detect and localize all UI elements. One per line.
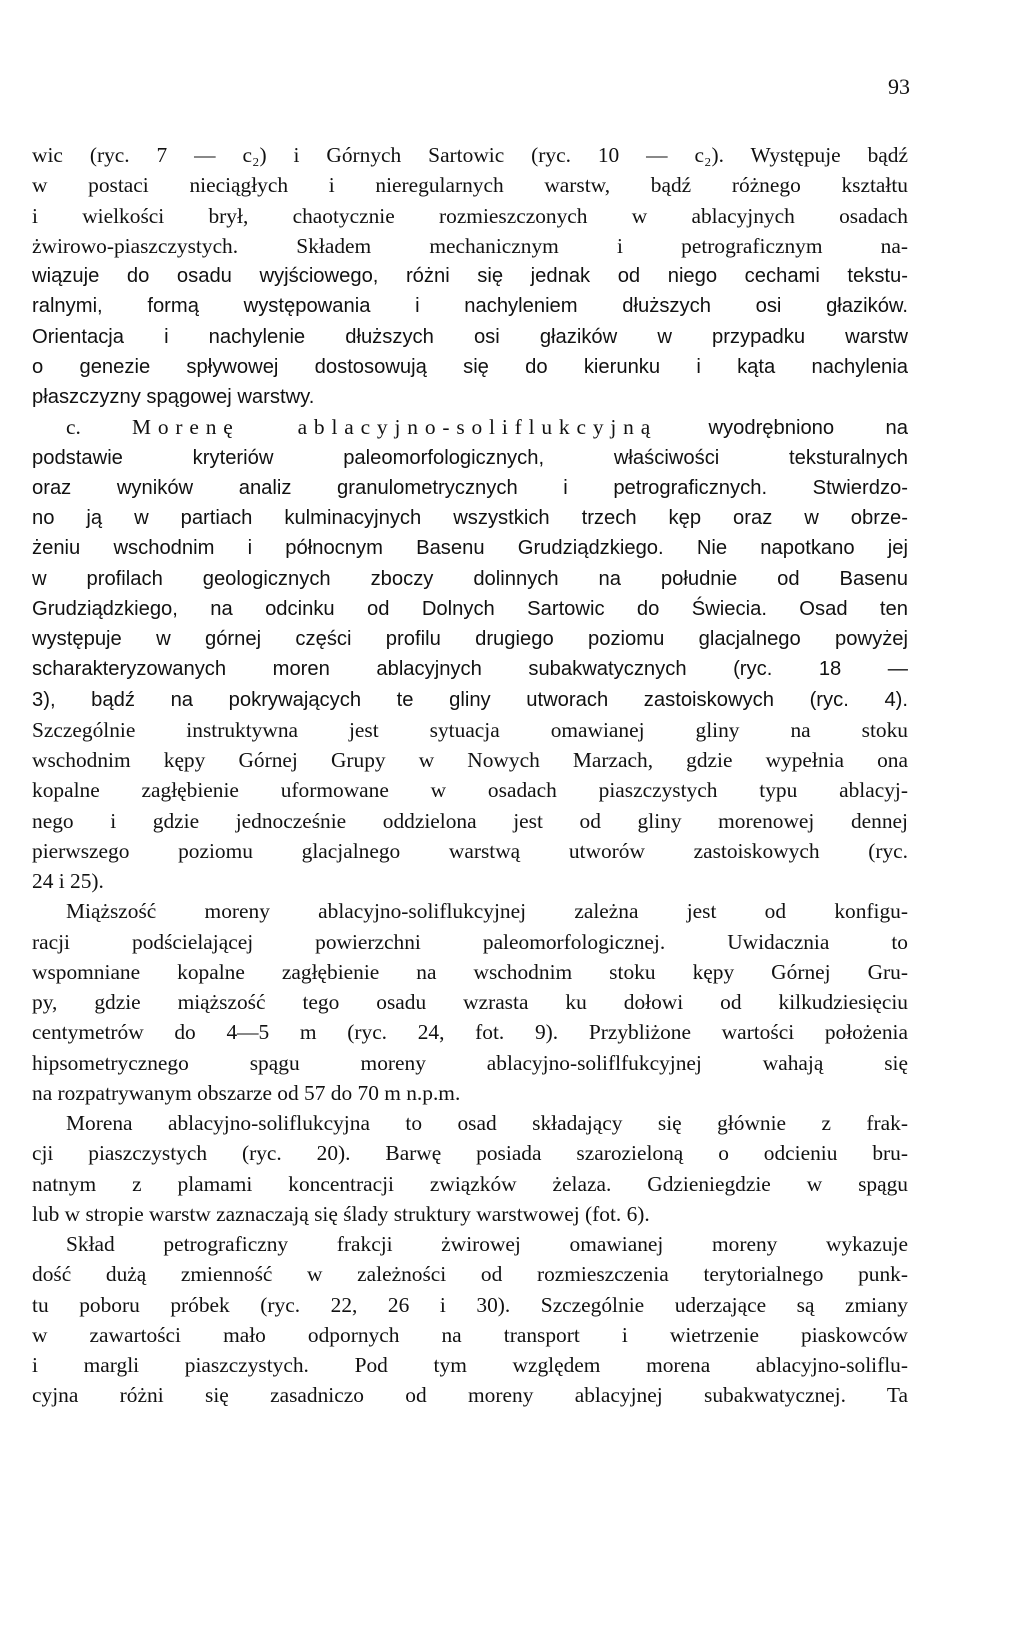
text-line: 24 i 25). (32, 869, 104, 893)
text-line: wiązuje do osadu wyjściowego, różni się jednak od niego cechami tekstu- (32, 265, 908, 287)
text-line: hipsometrycznego spągu moreny ablacyjno-soliflfukcyjnej wahają się (32, 1050, 908, 1075)
paragraph (32, 896, 908, 1108)
text-line: wspomniane kopalne zagłębienie na wschodnim stoku kępy Górnej Gru- (32, 959, 908, 984)
text-line: na rozpatrywanym obszarze od 57 do 70 m n.p.m. (32, 1080, 461, 1105)
text-line: Skład petrograficzny frakcji żwirowej omawianej moreny wykazuje (66, 1232, 908, 1256)
text-line: py, gdzie miąższość tego osadu wzrasta ku dołowi od kilkudziesięciu (32, 990, 908, 1014)
text-line (32, 412, 908, 442)
text-line: Grudziądzkiego, na odcinku od Dolnych Sartowic do Świecia. Osad ten (32, 597, 908, 620)
text-segment: c. (66, 415, 132, 440)
text-line: o genezie spływowej dostosowują się do kierunku i kąta nachylenia (32, 355, 908, 378)
text-line: centymetrów do 4—5 m (ryc. 24, fot. 9). Przybliżone wartości położenia (32, 1020, 908, 1045)
page-number: 93 (888, 74, 910, 99)
text-line: występuje w górnej części profilu drugiego poziomu glacjalnego powyżej (32, 628, 908, 650)
paragraph (32, 1229, 908, 1411)
text-line: wic (ryc. 7 — c₂) i Górnych Sartowic (ryc. 10 — c₂). Występuje bądź (32, 143, 908, 167)
text-line: 3), bądź na pokrywających te gliny utworach zastoiskowych (ryc. 4). (32, 688, 908, 711)
text-line: żeniu wschodnim i północnym Basenu Grudziądzkiego. Nie napotkano jej (32, 537, 908, 560)
text-line: Orientacja i nachylenie dłuższych osi głazików w przypadku warstw (32, 325, 908, 348)
text-line: żwirowo-piaszczystych. Składem mechanicznym i petrograficznym na- (32, 233, 908, 258)
text-line: w profilach geologicznych zboczy dolinnych na południe od Basenu (32, 567, 908, 590)
paragraph (32, 1108, 908, 1229)
text-line: tu poboru próbek (ryc. 22, 26 i 30). Szczególnie uderzające są zmiany (32, 1292, 908, 1317)
text-line: cyjna różni się zasadniczo od moreny ablacyjnej subakwatycznej. Ta (32, 1383, 908, 1408)
text-line: cji piaszczystych (ryc. 20). Barwę posiada szarozieloną o odcieniu bru- (32, 1141, 908, 1166)
text-line: Szczególnie instruktywna jest sytuacja omawianej gliny na stoku (32, 717, 908, 742)
text-line: Morena ablacyjno-soliflukcyjna to osad składający się głównie z frak- (66, 1111, 908, 1135)
text-line: Miąższość moreny ablacyjno-soliflukcyjnej zależna jest od konfigu- (66, 899, 908, 924)
text-line: nego i gdzie jednocześnie oddzielona jest od gliny morenowej dennej (32, 808, 908, 833)
text-line: i margli piaszczystych. Pod tym względem morena ablacyjno-soliflu- (32, 1353, 908, 1377)
text-line: lub w stropie warstw zaznaczają się ślady struktury warstwowej (fot. 6). (32, 1201, 650, 1226)
text-line: i wielkości brył, chaotycznie rozmieszczonych w ablacyjnych osadach (32, 203, 908, 228)
text-line: ralnymi, formą występowania i nachyleniem dłuższych osi głazików. (32, 295, 908, 318)
text-line: wschodnim kępy Górnej Grupy w Nowych Marzach, gdzie wypełnia ona (32, 748, 908, 772)
text-line: dość dużą zmienność w zależności od rozmieszczenia terytorialnego punk- (32, 1262, 908, 1287)
text-line: w postaci nieciągłych i nieregularnych warstw, bądź różnego kształtu (32, 173, 908, 198)
paragraph (32, 140, 908, 412)
spaced-term: Morenę ablacyjno-soliflukcyjną (131, 415, 658, 440)
text-line: płaszczyzny spągowej warstwy. (32, 386, 315, 408)
text-line: scharakteryzowanych moren ablacyjnych subakwatycznych (ryc. 18 — (32, 658, 908, 681)
text-line: racji podścielającej powierzchni paleomorfologicznej. Uwidacznia to (32, 929, 908, 954)
text-line: oraz wyników analiz granulometrycznych i petrograficznych. Stwierdzo- (32, 476, 908, 499)
text-line: natnym z plamami koncentracji związków żelaza. Gdzieniegdzie w spągu (32, 1171, 908, 1196)
body-text (32, 140, 908, 1411)
text-line: no ją w partiach kulminacyjnych wszystkich trzech kęp oraz w obrze- (32, 507, 908, 529)
paragraph (32, 412, 908, 896)
text-line: pierwszego poziomu glacjalnego warstwą utworów zastoiskowych (ryc. (32, 838, 908, 863)
text-line: kopalne zagłębienie uformowane w osadach piaszczystych typu ablacyj- (32, 778, 908, 803)
text-line: podstawie kryteriów paleomorfologicznych, właściwości teksturalnych (32, 446, 908, 469)
text-line: w zawartości mało odpornych na transport i wietrzenie piaskowców (32, 1322, 908, 1347)
text-segment: wyodrębniono na (657, 417, 908, 440)
